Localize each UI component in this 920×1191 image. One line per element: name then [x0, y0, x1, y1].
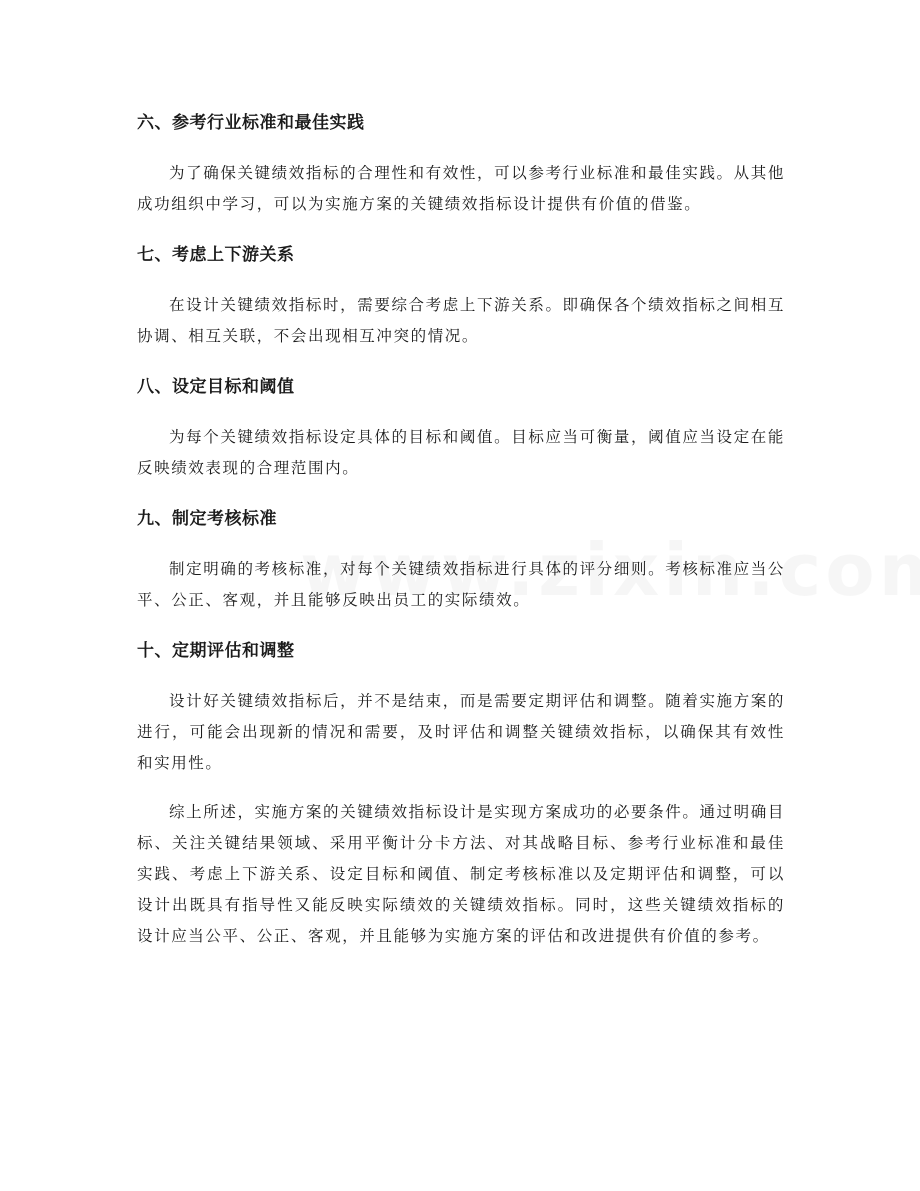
section-paragraph-6: 为了确保关键绩效指标的合理性和有效性，可以参考行业标准和最佳实践。从其他成功组织中学习，可以为实施方案的关键绩效指标设计提供有价值的借鉴。	[137, 164, 785, 213]
section-paragraph-8: 为每个关键绩效指标设定具体的目标和阈值。目标应当可衡量，阈值应当设定在能反映绩效表现的合理范围内。	[137, 428, 785, 477]
section-heading-8: 八、设定目标和阈值	[137, 377, 295, 397]
conclusion-paragraph: 综上所述，实施方案的关键绩效指标设计是实现方案成功的必要条件。通过明确目标、关注关键结果领域、采用平衡计分卡方法、对其战略目标、参考行业标准和最佳实践、考虑上下游关系、设定目标和阈值、制定考核标准以及定期评估和调整，可以设计出既具有指导性又能反映实际绩效的关键绩效指标。同时，这些关键绩效指标的设计应当公平、公正、客观，并且能够为实施方案的评估和改进提供有价值的参考。	[137, 803, 785, 945]
document-body	[137, 106, 785, 952]
section-heading-7: 七、考虑上下游关系	[137, 245, 295, 265]
section-heading-9: 九、制定考核标准	[137, 509, 277, 529]
section-heading-6: 六、参考行业标准和最佳实践	[137, 113, 365, 133]
section-paragraph-9: 制定明确的考核标准，对每个关键绩效指标进行具体的评分细则。考核标准应当公平、公正、客观，并且能够反映出员工的实际绩效。	[137, 560, 785, 609]
section-heading-10: 十、定期评估和调整	[137, 641, 295, 661]
section-paragraph-7: 在设计关键绩效指标时，需要综合考虑上下游关系。即确保各个绩效指标之间相互协调、相互关联，不会出现相互冲突的情况。	[137, 296, 785, 345]
section-paragraph-10: 设计好关键绩效指标后，并不是结束，而是需要定期评估和调整。随着实施方案的进行，可能会出现新的情况和需要，及时评估和调整关键绩效指标，以确保其有效性和实用性。	[137, 692, 785, 772]
